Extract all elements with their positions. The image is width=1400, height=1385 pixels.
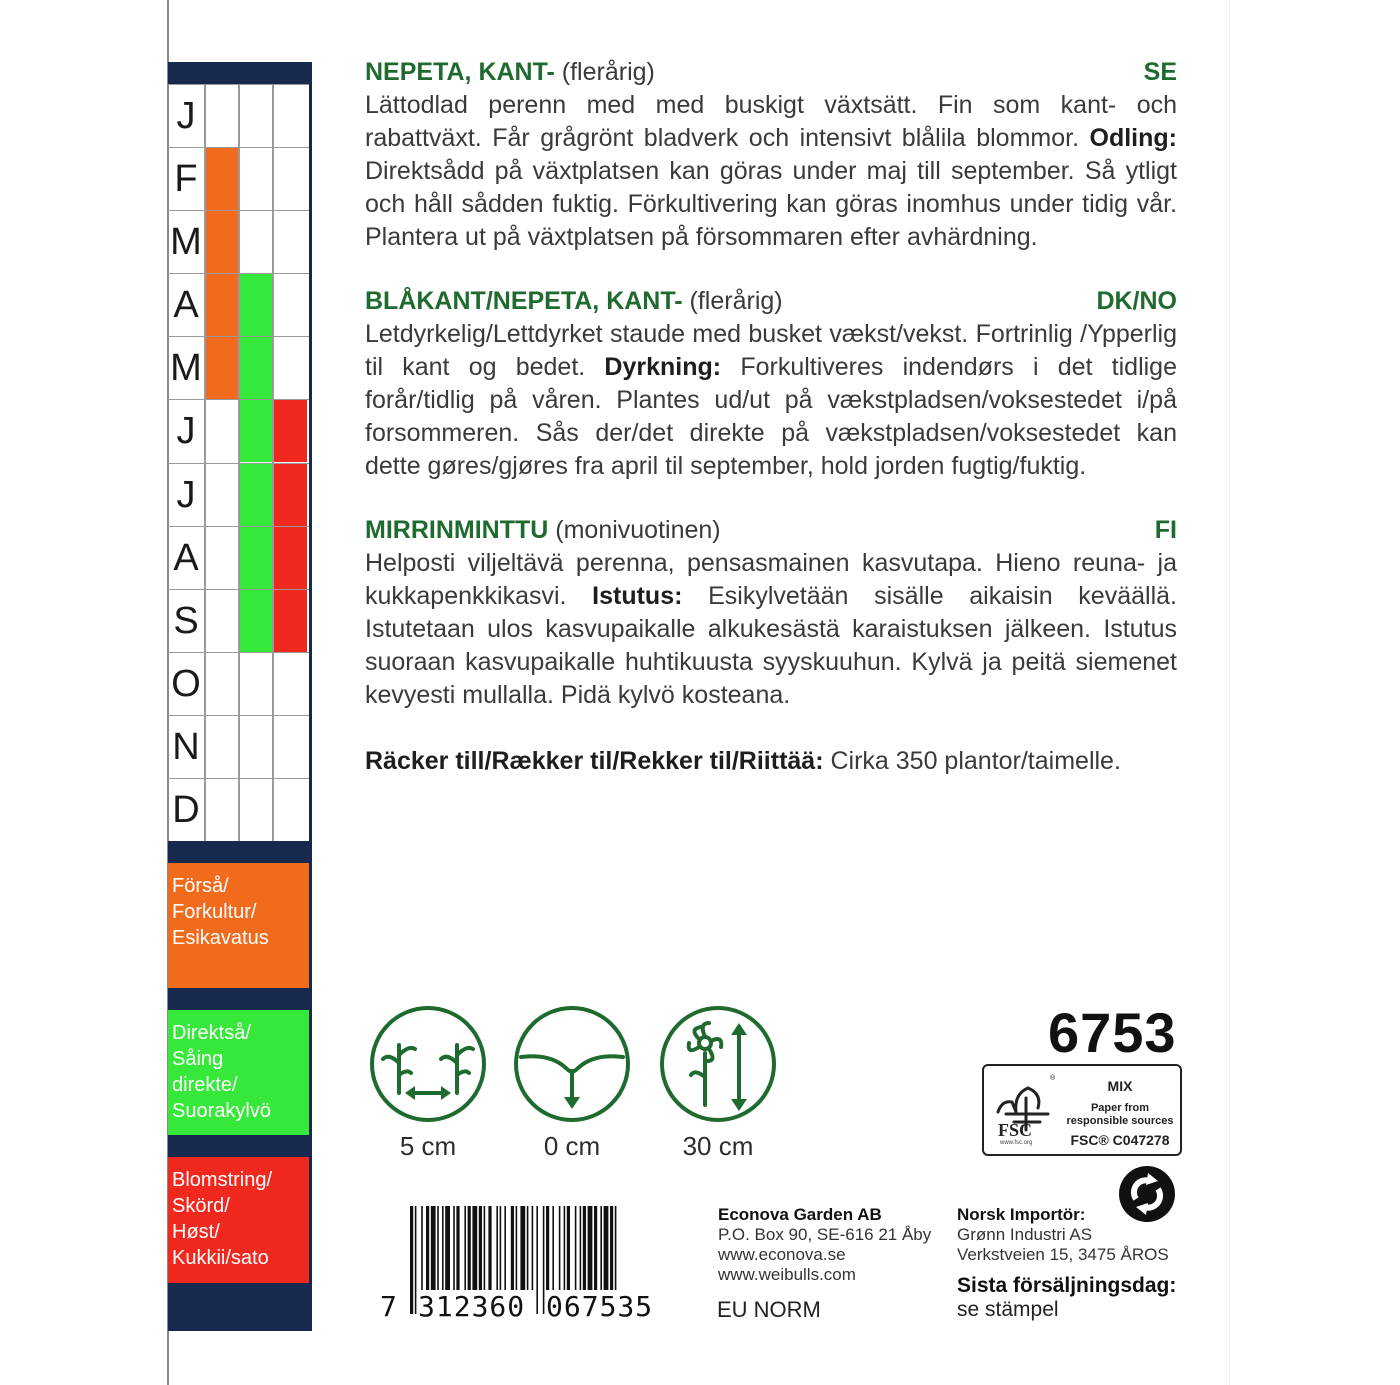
calendar-month-row — [168, 463, 309, 526]
calendar-top-bar — [168, 62, 312, 84]
section-header — [365, 285, 1177, 318]
section-dk-no — [365, 285, 1177, 483]
barcode-bar — [479, 1206, 482, 1298]
plant-height-icon — [659, 1005, 777, 1123]
calendar-grid — [168, 84, 312, 841]
barcode-bar — [615, 1206, 617, 1298]
barcode-bar — [575, 1206, 577, 1298]
importer-name: Grønn Industri AS — [957, 1225, 1093, 1244]
month-letter: A — [173, 536, 199, 579]
last-sale-value: se stämpel — [957, 1298, 1059, 1321]
barcode-bar — [594, 1206, 597, 1298]
month-letter: O — [171, 662, 201, 705]
fsc-label — [982, 1064, 1182, 1156]
month-letter: J — [176, 473, 196, 516]
barcode-bar — [496, 1206, 498, 1298]
language-code: FI — [1154, 516, 1177, 544]
section-text — [365, 318, 1177, 483]
barcode-bar — [583, 1206, 586, 1298]
last-sale-date — [957, 1274, 1176, 1322]
legend-flowering — [168, 1157, 312, 1283]
calendar-month-row — [168, 273, 309, 336]
month-letter: J — [176, 95, 196, 137]
barcode-bar — [431, 1206, 436, 1298]
fsc-line: responsible sources — [1066, 1115, 1174, 1127]
instruction-text: Direktsådd på växtplatsen kan göras under maj till september. Så ytligt och håll sådden fuktig. Förkultivering kan göras inomhus under tidig vår. Plantera ut på växtplatsen på försommaren efter avhärdning. — [365, 157, 1177, 251]
section-fi — [365, 514, 1177, 712]
barcode-bar — [453, 1206, 455, 1298]
calendar-bottom-bar — [168, 1283, 312, 1331]
barcode-bar — [536, 1206, 538, 1314]
importer-address — [957, 1205, 1169, 1265]
legend-line: Förså/ — [172, 875, 229, 897]
barcode-bar — [426, 1206, 429, 1298]
legend-divider — [168, 1135, 312, 1157]
barcode-bar — [504, 1206, 506, 1298]
instruction-label: Odling: — [1089, 124, 1177, 152]
legend-line: Blomstring/ — [172, 1169, 273, 1191]
fsc-line: Paper from — [1090, 1102, 1150, 1114]
month-letter: J — [176, 410, 196, 453]
legend-presow — [168, 863, 312, 988]
importer-address-line: Verkstveien 15, 3475 ÅROS — [957, 1245, 1169, 1264]
plant-height-label: 30 cm — [682, 1131, 754, 1161]
sowing-calendar — [168, 62, 312, 1331]
barcode-bar — [488, 1206, 491, 1298]
legend-line: Såing — [172, 1048, 224, 1070]
sowing-depth-icon — [513, 1005, 631, 1123]
barcode-bar — [580, 1206, 582, 1298]
plant-height — [658, 1005, 778, 1162]
company-address-line: P.O. Box 90, SE-616 21 Åby — [718, 1225, 932, 1244]
legend-line: Forkultur/ — [172, 901, 257, 923]
legend-line: Kukkii/sato — [172, 1247, 269, 1269]
section-header — [365, 514, 1177, 547]
calendar-month-row — [168, 84, 309, 147]
barcode-bar — [445, 1206, 450, 1298]
legend-line: direkte/ — [172, 1074, 238, 1096]
legend-line: Skörd/ — [172, 1195, 230, 1217]
product-code: 6753 — [1048, 1001, 1177, 1064]
section-text — [365, 89, 1177, 254]
plant-type: (monivuotinen) — [555, 516, 721, 544]
fsc-mix: MIX — [1107, 1078, 1133, 1094]
barcode-bar — [456, 1206, 459, 1298]
company-website: www.econova.se — [718, 1245, 846, 1264]
barcode-bar — [516, 1206, 518, 1298]
yield-value: Cirka 350 plantor/taimelle. — [830, 747, 1121, 775]
barcode-bar — [442, 1206, 444, 1298]
barcode-bar — [552, 1206, 554, 1298]
barcode-bar — [410, 1206, 413, 1314]
plant-type: (flerårig) — [689, 287, 783, 315]
section-se — [365, 56, 1177, 254]
barcode-bar — [500, 1206, 502, 1298]
barcode-bar — [511, 1206, 514, 1298]
barcode-bar — [567, 1206, 570, 1298]
plant-spacing-label: 5 cm — [399, 1131, 457, 1161]
section-text — [365, 547, 1177, 712]
language-code: SE — [1143, 58, 1177, 86]
barcode-bar — [464, 1206, 466, 1298]
sowing-depth — [512, 1005, 632, 1162]
instruction-label: Dyrkning: — [604, 353, 722, 381]
barcode-bar — [520, 1206, 525, 1298]
calendar-month-row — [168, 652, 309, 715]
barcode — [380, 1206, 680, 1328]
instruction-label: Istutus: — [592, 582, 683, 610]
barcode-bar — [559, 1206, 561, 1298]
calendar-month-row — [168, 526, 309, 589]
company-address — [718, 1205, 931, 1285]
yield-label: Räcker till/Rækker til/Rekker til/Riittää: — [365, 747, 824, 775]
fsc-logo-text: FSC — [998, 1120, 1033, 1140]
fsc-code: FSC® C047278 — [1070, 1132, 1170, 1148]
fsc-description — [1062, 1102, 1178, 1128]
legend-direct-sow — [168, 1010, 312, 1135]
legend-line: Høst/ — [172, 1221, 220, 1243]
plant-name: BLÅKANT/NEPETA, KANT- — [365, 287, 683, 315]
barcode-bar — [484, 1206, 486, 1298]
svg-text:®: ® — [1050, 1075, 1056, 1082]
month-letter: F — [174, 158, 198, 201]
barcode-group-right: 067535 — [546, 1290, 666, 1323]
calendar-month-row — [168, 399, 309, 462]
instruction-text: Forkultiveres indendørs i det tidlige forår/tidlig på våren. Plantes ud/ut på vækstpladsen/voksestedet i/på forsommeren. Sås der/det direkte på vækstpladsen/voksestedet kan dette gøres/gjøres fra april til september, hold jorden fugtig/fuktig. — [365, 353, 1177, 480]
calendar-month-row — [168, 210, 309, 273]
importer-title: Norsk Importör: — [957, 1205, 1086, 1224]
plant-spacing-icon — [369, 1005, 487, 1123]
page-right-rule — [1229, 0, 1230, 1385]
calendar-month-row — [168, 336, 309, 399]
calendar-month-row — [168, 147, 309, 210]
company-website: www.weibulls.com — [718, 1265, 856, 1284]
month-letter: S — [173, 599, 199, 642]
barcode-group-left: 312360 — [418, 1290, 536, 1323]
description-text: Letdyrkelig/Lettdyrket staude med busket vækst/vekst. Fortrinlig /Ypperlig til kant og bedet. — [365, 320, 1177, 381]
section-header — [365, 56, 1177, 89]
barcode-bar — [600, 1206, 602, 1298]
barcode-bar — [472, 1206, 477, 1298]
barcode-bar — [532, 1206, 534, 1298]
last-sale-title: Sista försäljningsdag: — [957, 1274, 1177, 1297]
yield-line — [365, 745, 1177, 778]
barcode-bar — [588, 1206, 593, 1298]
instruction-text: Esikylvetään sisälle aikaisin keväällä. Istutetaan ulos kasvupaikalle alkukesästä karaistuksen jälkeen. Istutus suoraan kasvupaikalle huhtikuusta syyskuuhun. Kylvä ja peitä siemenet kevyesti mullalla. Pidä kylvö kosteana. — [365, 582, 1177, 709]
month-letter: M — [170, 221, 202, 264]
fsc-url: www.fsc.org — [1000, 1140, 1033, 1146]
calendar-month-row — [168, 589, 309, 652]
barcode-bar — [527, 1206, 529, 1298]
plant-name: MIRRINMINTTU — [365, 516, 549, 544]
legend-line: Suorakylvö — [172, 1100, 271, 1122]
month-letter: A — [173, 284, 199, 327]
calendar-month-row — [168, 778, 309, 841]
month-letter: M — [170, 347, 202, 390]
legend-line: Esikavatus — [172, 927, 269, 949]
barcode-bar — [421, 1206, 423, 1298]
sowing-depth-label: 0 cm — [543, 1131, 601, 1161]
month-letter: N — [172, 725, 200, 768]
legend-divider — [168, 988, 312, 1010]
barcode-bar — [543, 1206, 545, 1314]
plant-spacing — [368, 1005, 488, 1162]
barcode-bar — [604, 1206, 609, 1298]
calendar-divider — [168, 841, 312, 863]
barcode-bar — [610, 1206, 613, 1298]
barcode-bar — [437, 1206, 439, 1298]
calendar-month-row — [168, 715, 309, 778]
barcode-first-digit: 7 — [380, 1290, 397, 1323]
description-content — [365, 56, 1177, 778]
barcode-bar — [415, 1206, 417, 1314]
company-name: Econova Garden AB — [718, 1205, 882, 1224]
month-letter: D — [172, 788, 200, 831]
eu-norm: EU NORM — [717, 1297, 821, 1322]
language-code: DK/NO — [1096, 287, 1177, 315]
barcode-bar — [468, 1206, 471, 1298]
description-text: Lättodlad perenn med med buskigt växtsätt. Fin som kant- och rabattväxt. Får grågrönt bladverk och intensivt blålila blommor. — [365, 91, 1177, 152]
legend-line: Direktså/ — [172, 1022, 251, 1044]
barcode-bar — [564, 1206, 566, 1298]
plant-type: (flerårig) — [561, 58, 655, 86]
plant-name: NEPETA, KANT- — [365, 58, 555, 86]
description-text: Helposti viljeltävä perenna, pensasmainen kasvutapa. Hieno reuna- ja kukkapenkkikasvi. — [365, 549, 1177, 610]
